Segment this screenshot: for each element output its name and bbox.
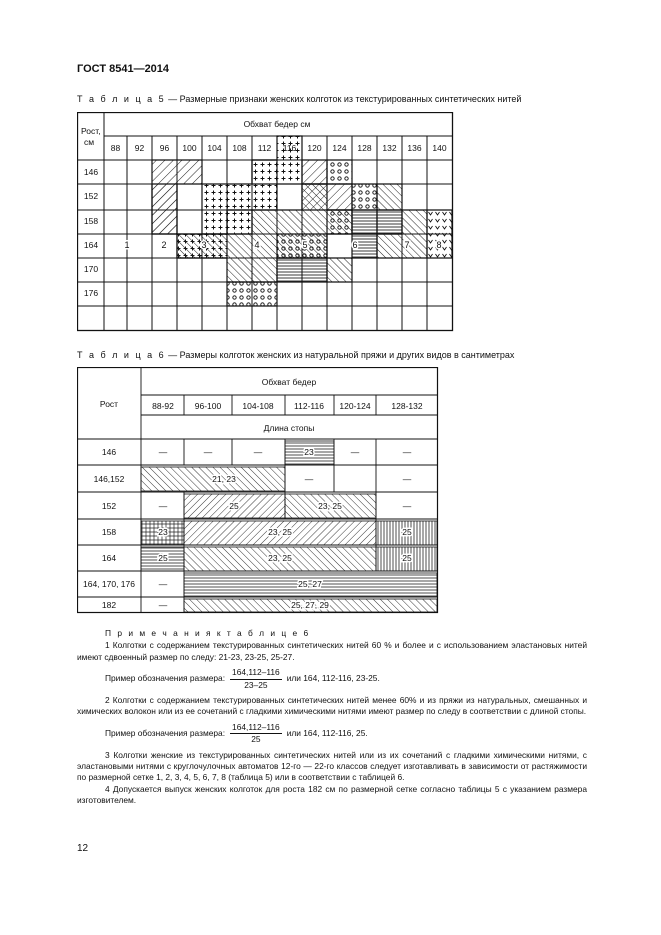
size-zone-6-a xyxy=(352,210,377,234)
table6-caption-label: Т а б л и ц а 6 xyxy=(77,350,166,360)
t6-row3-height: 152 xyxy=(101,501,117,511)
t6-row3-c2: 25 xyxy=(229,501,239,511)
table5-hip-128: 128 xyxy=(357,143,372,153)
table5-size-label-4: 4 xyxy=(254,240,260,250)
table6-caption xyxy=(77,350,514,360)
t6-row2-height: 146,152 xyxy=(93,474,125,484)
table5-hip-136: 136 xyxy=(407,143,422,153)
t6-row4-c3: 25 xyxy=(402,527,412,537)
size-zone-7-top xyxy=(377,184,402,210)
example-1-numerator: 164,112–116 xyxy=(230,667,282,679)
table5-size-label-6: 6 xyxy=(352,240,358,250)
table5-size-label-2: 2 xyxy=(161,240,167,250)
t6-row1-c5: — xyxy=(350,447,360,457)
example-2-numerator: 164,112–116 xyxy=(230,722,282,734)
size-zone-7-b xyxy=(327,258,352,282)
note-1: 1 Колготки с содержанием текстурированных синтетических нитей 60 % и более и с использованием эластановых нитей имеют сдвоенный размер по следу: 21-23, 23-25, 25-27. xyxy=(77,640,587,662)
t6-row1-c2: — xyxy=(203,447,213,457)
t6-row3-c3: 23, 25 xyxy=(318,501,342,511)
size-zone-5-upper xyxy=(327,160,352,184)
table6-sizes xyxy=(77,367,441,615)
t6-height-header: Рост xyxy=(99,399,119,409)
example-1-denominator: 23–25 xyxy=(244,679,268,690)
table5-hips-header: Обхват бедер см xyxy=(243,119,311,129)
table5-size-label-8: 8 xyxy=(436,240,442,250)
table5-corner-unit: см xyxy=(84,137,95,147)
t6-row5-c3: 25 xyxy=(402,553,412,563)
note-2: 2 Колготки с содержанием текстурированных синтетических нитей менее 60% и из пряжи из натуральных, смешанных и химических волокон или из ее сочетаний с гладкими химическими нитями имеют размер по следу в соответствии с длиной стопы. xyxy=(77,695,587,717)
t6-row1-c6: — xyxy=(402,447,412,457)
example-1-fraction xyxy=(230,667,282,691)
table5-hip-124: 124 xyxy=(332,143,347,153)
table5-size-label-3: 3 xyxy=(201,240,207,250)
example-2-prefix: Пример обозначения размера: xyxy=(105,728,226,739)
page-number: 12 xyxy=(77,843,89,854)
notes-block xyxy=(77,628,587,807)
t6-hips-header: Обхват бедер xyxy=(261,377,317,387)
t6-row6-c1: — xyxy=(158,579,168,589)
example-2-suffix: или 164, 112-116, 25. xyxy=(286,728,368,739)
table5-height-170: 170 xyxy=(83,264,99,274)
notes-title: П р и м е ч а н и я к т а б л и ц е 6 xyxy=(105,628,311,638)
t6-row7-c2: 25, 27, 29 xyxy=(291,600,329,610)
t6-row2-c2: — xyxy=(304,474,314,484)
table5-height-152: 152 xyxy=(83,191,99,201)
table5-height-164: 164 xyxy=(83,240,99,250)
t6-hips-120-124: 120-124 xyxy=(339,401,371,411)
example-1-suffix: или 164, 112-116, 23-25. xyxy=(286,673,380,684)
t6-row4-height: 158 xyxy=(101,527,117,537)
note-3: 3 Колготки женские из текстурированных синтетических нитей или из их сочетаний с гладкими химическими нитями, с эластановыми нитями с круглочулочных автоматов 12-го — 22-го классов следует изготавливать в зависимости от растяжимости по размерной сетке 1, 2, 3, 4, 5, 6, 7, 8 (таблица 5) или в соответствии с таблицей 6. xyxy=(77,749,587,783)
example-1-prefix: Пример обозначения размера: xyxy=(105,673,226,684)
example-2-denominator: 25 xyxy=(251,734,261,745)
table5-hip-100: 100 xyxy=(182,143,197,153)
table6-caption-text: — Размеры колготок женских из натуральной пряжи и других видов в сантиметрах xyxy=(168,350,515,360)
size-zone-4-step xyxy=(302,160,327,184)
t6-row4-c2: 23, 25 xyxy=(268,527,292,537)
t6-hips-128-132: 128-132 xyxy=(391,401,423,411)
table5-hip-88: 88 xyxy=(110,143,121,153)
t6-hips-88-92: 88-92 xyxy=(152,401,174,411)
t6-hips-112-116: 112-116 xyxy=(294,401,324,411)
table5-caption-label: Т а б л и ц а 5 xyxy=(77,94,166,104)
table5-height-158: 158 xyxy=(83,216,99,226)
t6-hips-104-108: 104-108 xyxy=(242,401,274,411)
example-2 xyxy=(105,722,587,746)
t6-row7-c1: — xyxy=(158,600,168,610)
size-zone-6 xyxy=(377,210,402,234)
standard-header: ГОСТ 8541—2014 xyxy=(77,63,170,75)
table5-hip-132: 132 xyxy=(382,143,397,153)
table5-height-176: 176 xyxy=(83,288,99,298)
t6-row5-c2: 23, 25 xyxy=(268,553,292,563)
table5-hip-104: 104 xyxy=(207,143,222,153)
t6-row6-height: 164, 170, 176 xyxy=(83,579,135,589)
t6-foot-header: Длина стопы xyxy=(263,423,315,433)
table5-hip-108: 108 xyxy=(232,143,247,153)
t6-row7-height: 182 xyxy=(101,600,117,610)
table5-height-146: 146 xyxy=(83,167,99,177)
t6-row5-c1: 25 xyxy=(158,553,168,563)
example-1 xyxy=(105,667,587,691)
t6-row1-c4: 23 xyxy=(304,447,314,457)
table5-corner-label: Рост, xyxy=(81,126,101,136)
t6-row2-c1: 21, 23 xyxy=(212,474,236,484)
t6-row2-c3: — xyxy=(402,474,412,484)
t6-row1-c3: — xyxy=(253,447,263,457)
table5-size-label-5: 5 xyxy=(302,240,308,250)
table5-size-grid xyxy=(77,112,457,338)
table5-hip-140: 140 xyxy=(432,143,447,153)
table5-hip-120: 120 xyxy=(307,143,322,153)
t6-row4-c1: 23 xyxy=(158,527,168,537)
table5-hip-96: 96 xyxy=(159,143,170,153)
table5-hip-112: 112 xyxy=(257,143,272,153)
example-2-fraction xyxy=(230,722,282,746)
table5-caption xyxy=(77,94,521,104)
t6-row1-height: 146 xyxy=(101,447,117,457)
t6-row6-c2: 25, 27 xyxy=(298,579,322,589)
table5-size-label-1: 1 xyxy=(124,240,130,250)
table5-caption-text: — Размерные признаки женских колготок из текстурированных синтетических нитей xyxy=(168,94,522,104)
t6-row3-c4: — xyxy=(402,501,412,511)
t6-row5-height: 164 xyxy=(101,553,117,563)
table5-hip-116: 116 xyxy=(282,143,297,153)
t6-row1-c1: — xyxy=(158,447,168,457)
t6-row3-c1: — xyxy=(158,501,168,511)
note-4: 4 Допускается выпуск женских колготок для роста 182 см по размерной сетке согласно таблицы 5 с указанием размера изготовителем. xyxy=(77,783,587,806)
table5-hip-92: 92 xyxy=(134,143,145,153)
t6-hips-96-100: 96-100 xyxy=(194,401,222,411)
size-zone-5-top xyxy=(352,184,377,210)
size-zone-5-mid xyxy=(327,210,352,234)
table5-size-label-7: 7 xyxy=(404,240,410,250)
